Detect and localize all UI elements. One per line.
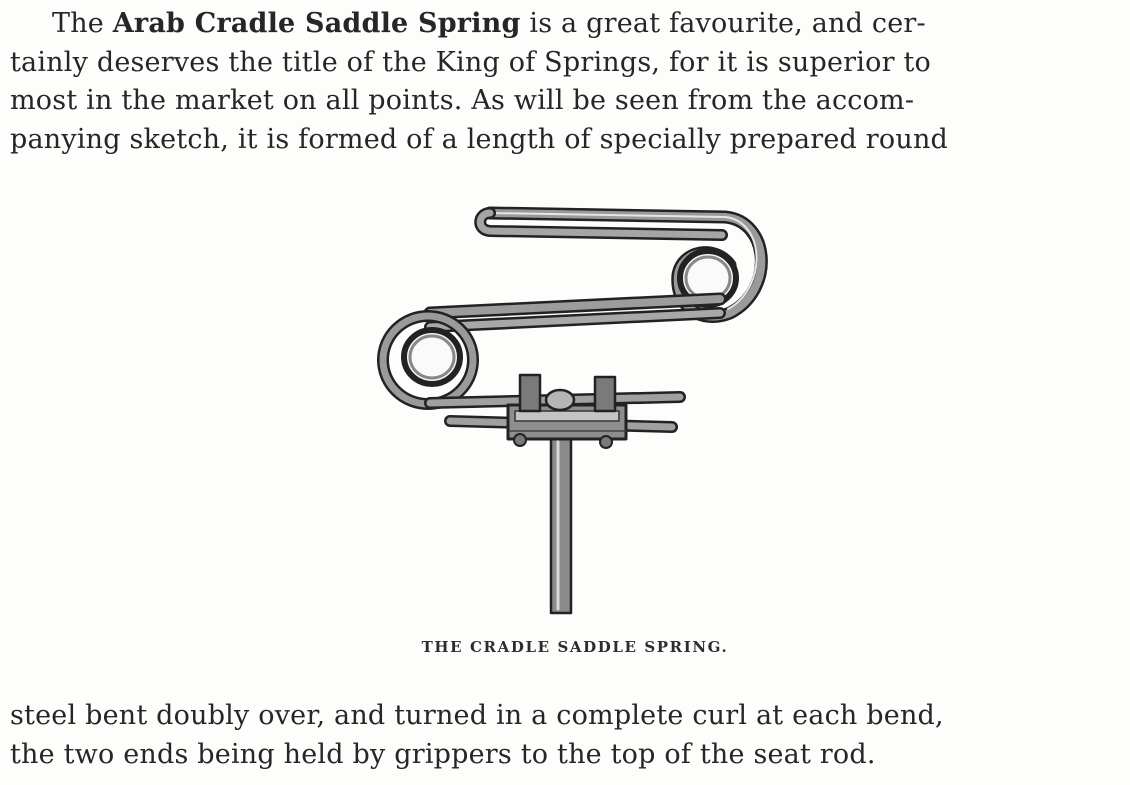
paragraph-top-line-3: most in the market on all points. As will be seen from the accom- [10, 85, 915, 116]
paragraph-top-line-4: panying sketch, it is formed of a length of specially prepared round [10, 123, 949, 155]
paragraph-bottom [10, 697, 1120, 774]
figure-caption: THE CRADLE SADDLE SPRING. [421, 638, 729, 656]
cradle-saddle-spring-illustration [370, 195, 780, 620]
paragraph-bottom-line-2: the two ends being held by grippers to the top of the seat rod. [10, 738, 876, 770]
line-1-prefix: The [52, 8, 113, 39]
line-1-suffix: is a great favourite, and cer- [520, 8, 926, 39]
product-name: Arab Cradle Saddle Spring [112, 8, 521, 39]
seat-rod [551, 435, 571, 613]
paragraph-top-line-1 [10, 5, 1120, 44]
paragraph-bottom-line-1: steel bent doubly over, and turned in a complete curl at each bend, [10, 700, 944, 731]
paragraph-top [10, 5, 1120, 159]
paragraph-top-line-2: tainly deserves the title of the King of Springs, for it is superior to [10, 46, 931, 78]
